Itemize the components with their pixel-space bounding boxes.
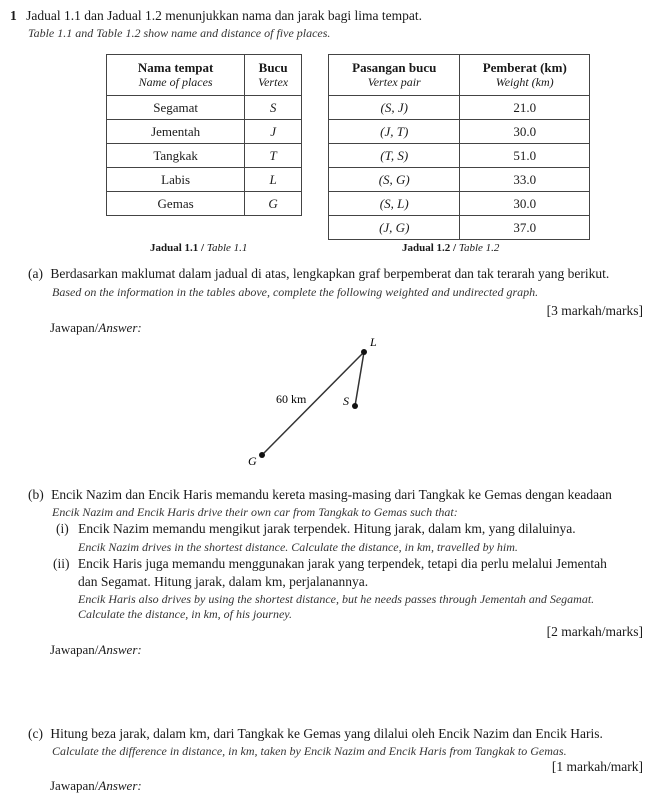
- part-b-ii-english: Encik Haris also drives by using the shortest distance, but he needs passes through Jementah and Segamat.: [78, 592, 595, 606]
- part-b-english: Encik Nazim and Encik Haris drive their own car from Tangkak to Gemas such that:: [52, 505, 458, 519]
- part-b-malay: Encik Nazim dan Encik Haris memandu kereta masing-masing dari Tangkak ke Gemas dengan keadaan: [51, 487, 612, 502]
- vertex-pair: (S, L): [329, 192, 460, 216]
- part-a-english: Based on the information in the tables above, complete the following weighted and undirected graph.: [52, 285, 539, 299]
- table1-header-vertex: Bucu Vertex: [245, 55, 302, 96]
- edge-weight: 37.0: [460, 216, 590, 240]
- vertex-pair: (S, J): [329, 96, 460, 120]
- vertex-l-label: L: [370, 335, 377, 349]
- vertex-pair: (J, G): [329, 216, 460, 240]
- vertex-g-label: G: [248, 454, 257, 468]
- vertex-pair: (T, S): [329, 144, 460, 168]
- table2-caption: Jadual 1.2 / Table 1.2: [402, 242, 500, 254]
- part-b-i-malay: Encik Nazim memandu mengikut jarak terpendek. Hitung jarak, dalam km, yang dilaluinya.: [78, 521, 576, 536]
- place-vertex: G: [245, 192, 302, 216]
- table1-caption: Jadual 1.1 / Table 1.1: [150, 242, 248, 254]
- part-b-i-label: (i): [56, 521, 69, 536]
- part-c-english: Calculate the difference in distance, in km, taken by Encik Nazim and Encik Haris from Tangkak to Gemas.: [52, 744, 567, 758]
- place-name: Jementah: [107, 120, 245, 144]
- part-a-answer-label: Jawapan/Answer:: [50, 320, 142, 335]
- edge-weight: 30.0: [460, 192, 590, 216]
- question-number: 1: [10, 8, 17, 23]
- part-b-ii-malay: Encik Haris juga memandu menggunakan jarak yang terpendek, tetapi dia perlu melalui Jementah: [77, 556, 607, 571]
- part-a-label: (a): [28, 266, 43, 281]
- place-name: Segamat: [107, 96, 245, 120]
- part-b-question: [28, 487, 612, 503]
- intro-english: Table 1.1 and Table 1.2 show name and distance of five places.: [28, 26, 331, 40]
- edge-weight: 33.0: [460, 168, 590, 192]
- place-vertex: S: [245, 96, 302, 120]
- table2-header-weight: Pemberat (km) Weight (km): [460, 55, 590, 96]
- table2-header-pair: Pasangan bucu Vertex pair: [329, 55, 460, 96]
- part-b-label: (b): [28, 487, 44, 502]
- part-b-ii-label: (ii): [53, 556, 70, 571]
- edge-weight-label: 60 km: [276, 392, 307, 406]
- part-c-marks: [1 markah/mark]: [551, 759, 643, 774]
- part-c-label: (c): [28, 726, 43, 741]
- vertex-pair: (S, G): [329, 168, 460, 192]
- edge-weight: 21.0: [460, 96, 590, 120]
- table1-header-name: Nama tempat Name of places: [107, 55, 245, 96]
- edge-weight: 30.0: [460, 120, 590, 144]
- vertex-s-label: S: [343, 394, 349, 408]
- place-vertex: T: [245, 144, 302, 168]
- vertex-s-dot: [352, 403, 358, 409]
- vertex-g-dot: [259, 452, 265, 458]
- part-c-malay: Hitung beza jarak, dalam km, dari Tangkak ke Gemas yang dilalui oleh Encik Nazim dan Encik Haris.: [50, 726, 603, 741]
- place-vertex: L: [245, 168, 302, 192]
- part-b-ii-malay-cont: dan Segamat. Hitung jarak, dalam km, perjalanannya.: [78, 574, 369, 589]
- place-name: Gemas: [107, 192, 245, 216]
- part-c-answer-label: Jawapan/Answer:: [50, 778, 142, 793]
- place-name: Tangkak: [107, 144, 245, 168]
- part-b-ii-question: [53, 556, 607, 572]
- part-c-question: [28, 726, 603, 742]
- intro-malay: Jadual 1.1 dan Jadual 1.2 menunjukkan nama dan jarak bagi lima tempat.: [26, 8, 423, 23]
- part-a-marks: [3 markah/marks]: [546, 303, 643, 318]
- part-b-i-english: Encik Nazim drives in the shortest distance. Calculate the distance, in km, travelled by him.: [78, 540, 518, 554]
- edge-weight: 51.0: [460, 144, 590, 168]
- part-b-answer-label: Jawapan/Answer:: [50, 642, 142, 657]
- part-b-ii-english-cont: Calculate the distance, in km, of his journey.: [78, 607, 292, 621]
- place-vertex: J: [245, 120, 302, 144]
- vertex-pair: (J, T): [329, 120, 460, 144]
- vertex-l-dot: [361, 349, 367, 355]
- part-a-malay: Berdasarkan maklumat dalam jadual di atas, lengkapkan graf berpemberat dan tak terarah yang berikut.: [50, 266, 610, 281]
- part-b-i-question: [56, 521, 576, 537]
- place-name: Labis: [107, 168, 245, 192]
- part-b-marks: [2 markah/marks]: [546, 624, 643, 639]
